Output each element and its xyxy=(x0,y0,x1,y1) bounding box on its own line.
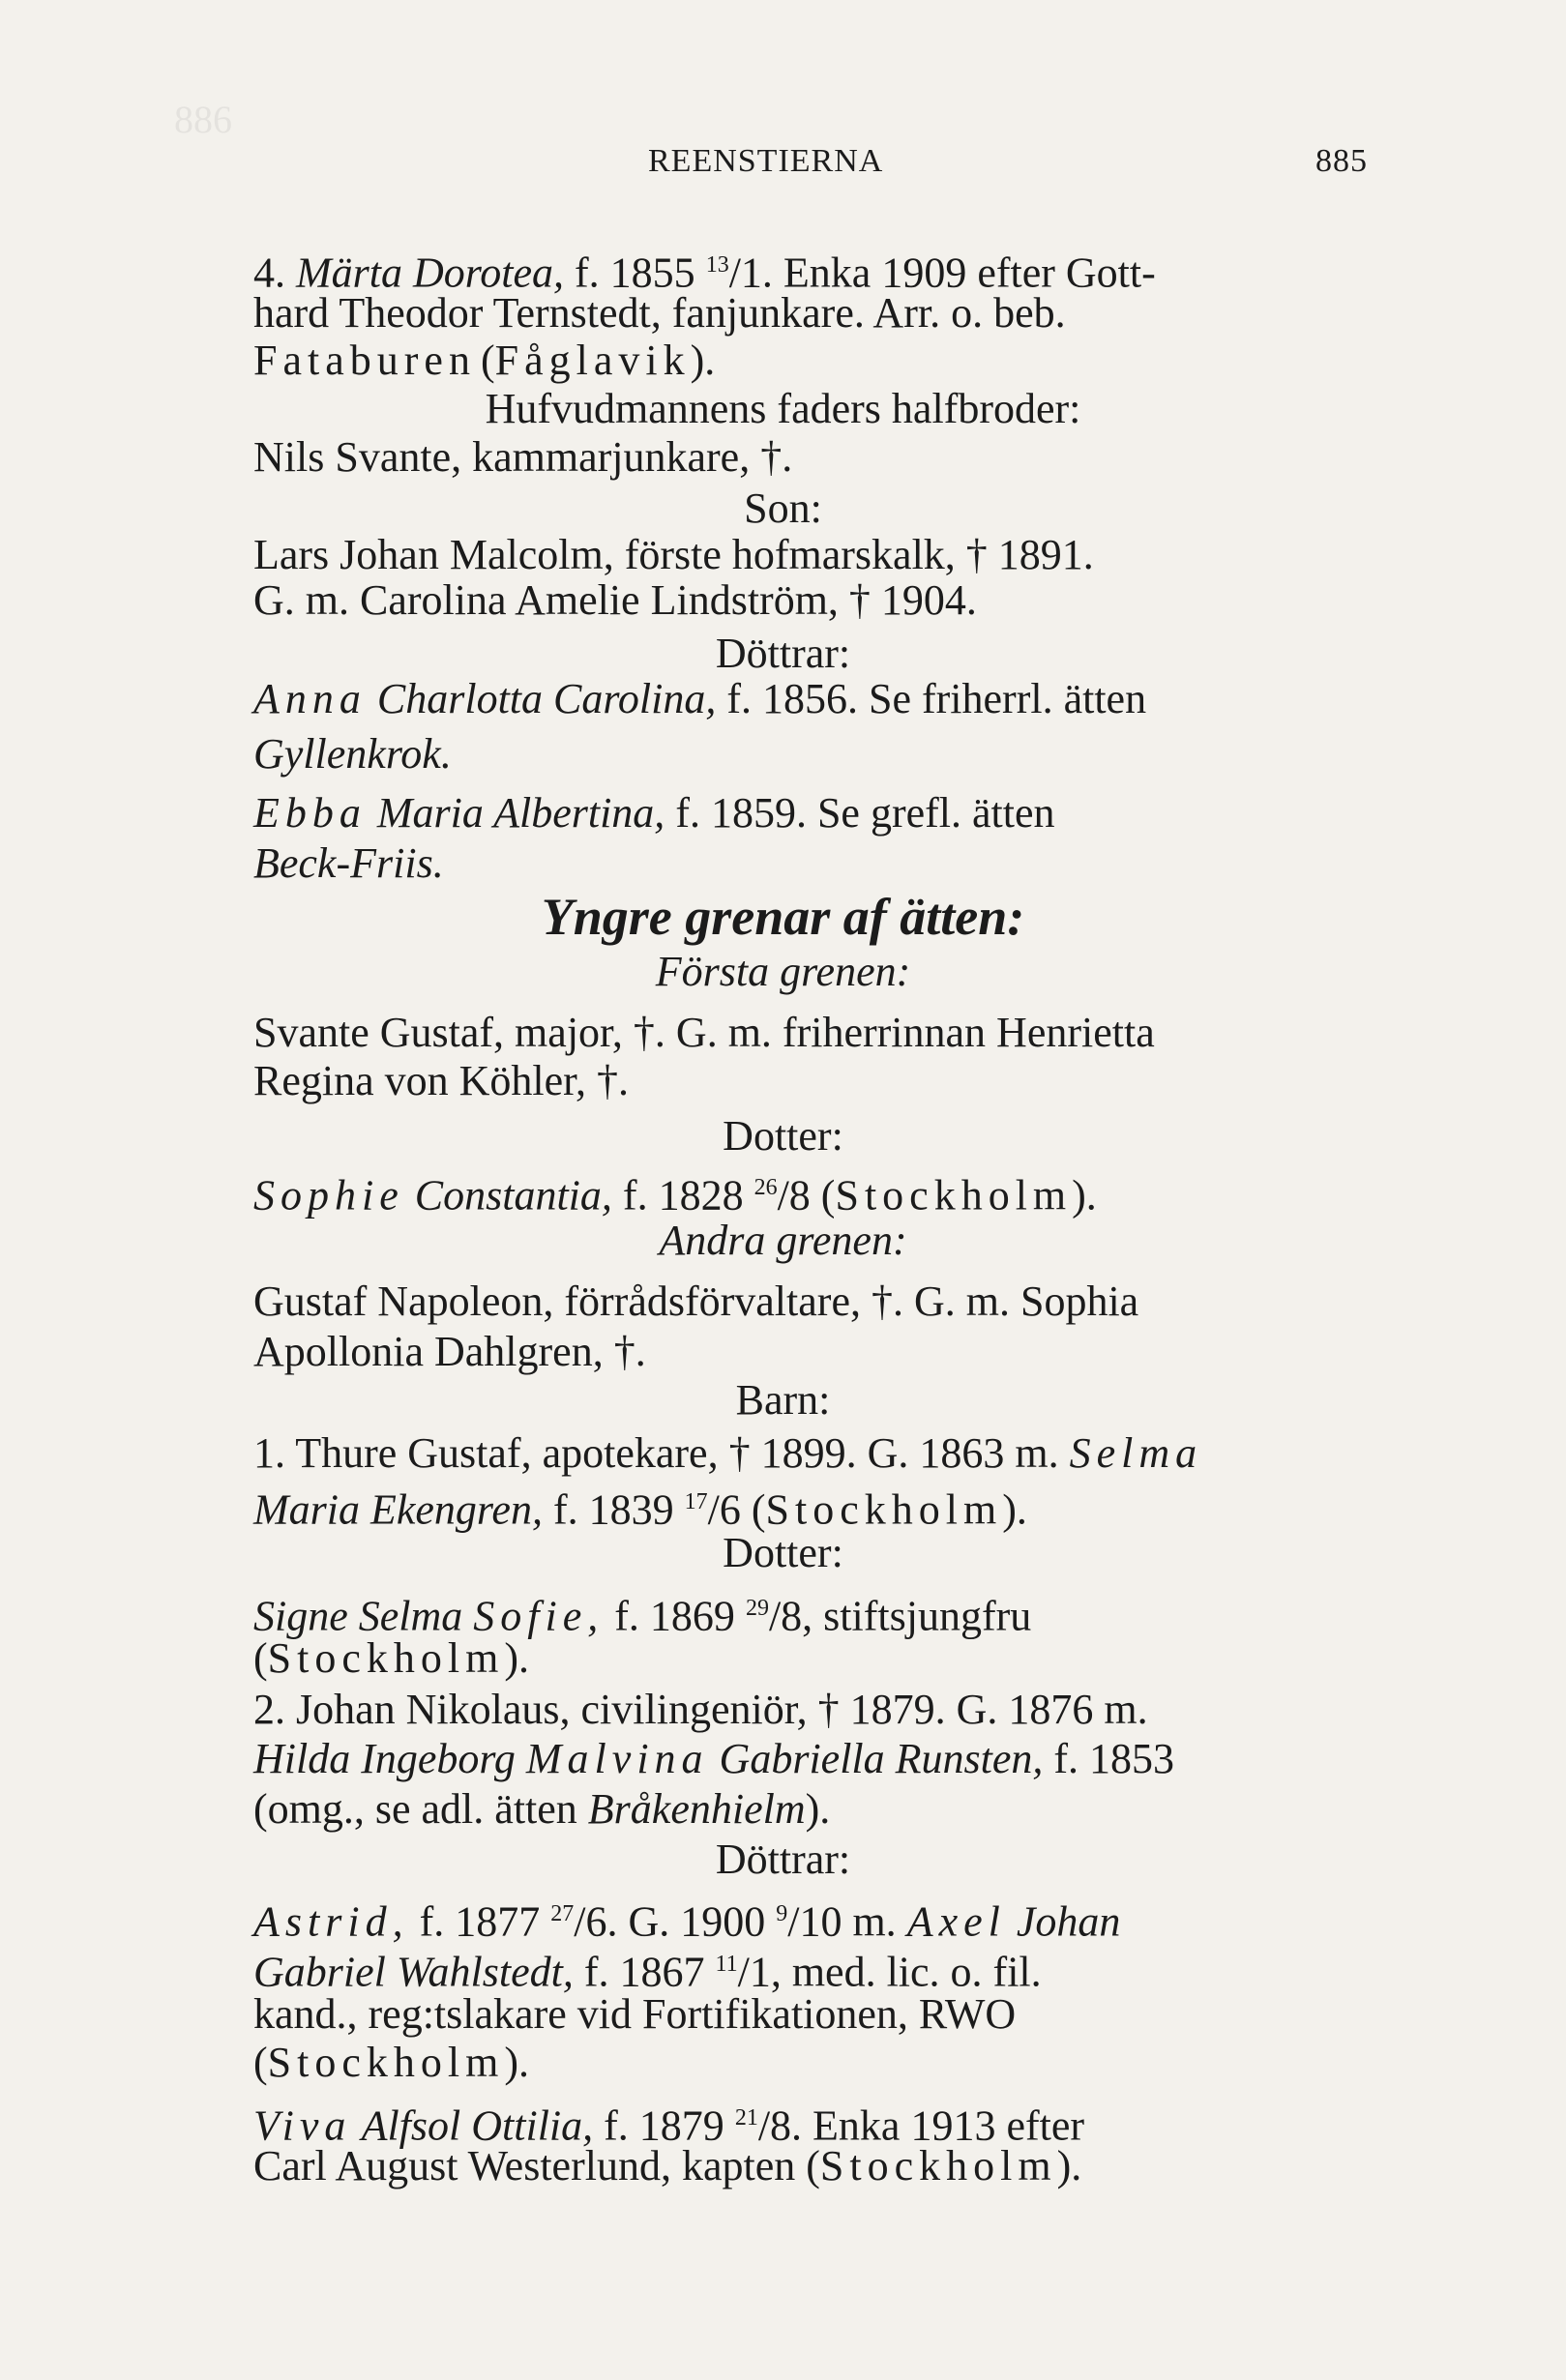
section-heading xyxy=(0,945,1566,999)
text-run: Carl August Westerlund, kapten ( xyxy=(253,2142,820,2189)
text-run: Lars Johan Malcolm, förste hofmarskalk, † 1891. xyxy=(253,531,1094,578)
text-run: Svante Gustaf, major, †. G. m. friherrinnan Henrietta xyxy=(253,1009,1155,1056)
section-heading xyxy=(0,382,1566,436)
text-run: Dotter: xyxy=(723,1112,843,1160)
text-run: /10 m. xyxy=(787,1897,907,1946)
date-superscript: 21 xyxy=(734,2105,758,2130)
text-line xyxy=(253,573,977,628)
text-run: Fatabure xyxy=(253,337,449,384)
text-line xyxy=(253,727,452,781)
text-run: Apollonia Dahlgren, †. xyxy=(253,1328,646,1375)
text-run: Selma xyxy=(1069,1429,1203,1477)
text-run: Hilda Ingeborg xyxy=(253,1735,526,1782)
text-run: n ( xyxy=(448,337,495,384)
text-run: Första grenen: xyxy=(655,948,911,995)
text-run: 4. xyxy=(253,249,296,297)
text-run: ( xyxy=(253,1634,268,1682)
text-run: Gabriel Wahlstedt, xyxy=(253,1948,574,1996)
section-heading xyxy=(0,1526,1566,1580)
date-superscript: 13 xyxy=(705,252,729,278)
text-run: Beck-Friis. xyxy=(253,839,444,887)
text-run: /8. Enka 1913 efter xyxy=(757,2101,1085,2150)
text-run: 2. Johan Nikolaus, civilingeniör, † 1879. G. 1876 m. xyxy=(253,1686,1148,1733)
text-run: Signe Selma xyxy=(253,1592,474,1640)
text-line xyxy=(253,1732,1174,1786)
text-run: Gyllenkrok. xyxy=(253,730,452,778)
text-line xyxy=(253,672,1146,726)
text-run: Sophie xyxy=(253,1171,404,1219)
text-run: f. 1855 xyxy=(564,249,706,297)
text-line xyxy=(253,430,792,485)
section-heading xyxy=(0,1373,1566,1427)
text-run: Märta Dorotea, xyxy=(296,249,565,297)
text-line xyxy=(253,1987,1016,2042)
text-run: Alfsol Ottilia, xyxy=(351,2101,594,2150)
text-line xyxy=(253,2139,1081,2193)
text-run: Gabriella Runsten, xyxy=(708,1735,1044,1782)
text-run: ). xyxy=(690,337,716,384)
text-run: Stockholm xyxy=(819,2142,1057,2189)
text-run: Döttrar: xyxy=(715,630,851,677)
text-run: f. 1828 xyxy=(611,1171,754,1219)
text-line xyxy=(253,786,1055,840)
text-run: Barn: xyxy=(735,1376,831,1424)
text-run: Viva xyxy=(253,2101,352,2150)
text-run: ). xyxy=(1056,2142,1082,2189)
text-run: f. 1853 xyxy=(1043,1735,1175,1782)
date-superscript: 26 xyxy=(753,1175,778,1200)
text-run: Fåglavik xyxy=(494,337,691,384)
text-run: ). xyxy=(805,1785,831,1833)
text-line xyxy=(253,1631,529,1686)
section-heading xyxy=(0,1833,1566,1887)
date-superscript: 9 xyxy=(776,1901,788,1926)
text-run: f. 1867 xyxy=(573,1948,716,1996)
text-run: /1, med. lic. o. fil. xyxy=(737,1948,1042,1996)
text-run: Stockholm xyxy=(267,2039,505,2086)
text-run: Andra grenen: xyxy=(659,1217,907,1264)
text-run: f. 1879 xyxy=(593,2101,735,2150)
running-head: REENSTIERNA xyxy=(648,143,884,179)
text-line xyxy=(253,2036,529,2090)
text-run: Regina von Köhler, †. xyxy=(253,1057,630,1104)
text-line xyxy=(253,334,715,388)
text-line xyxy=(253,1275,1138,1329)
text-run: Charlotta Carolina, xyxy=(366,675,717,722)
date-superscript: 17 xyxy=(684,1489,708,1514)
date-superscript: 11 xyxy=(715,1952,738,1977)
text-run: /8, stiftsjungfru xyxy=(768,1592,1032,1640)
text-run: ( xyxy=(253,2039,268,2086)
text-run: Johan xyxy=(1005,1897,1121,1946)
text-run: Hufvudmannens faders halfbroder: xyxy=(485,385,1081,432)
text-run: Maria Ekengren, xyxy=(253,1485,543,1534)
text-run: hard Theodor Ternstedt, fanjunkare. Arr. o. beb. xyxy=(253,289,1066,337)
section-heading xyxy=(0,1109,1566,1163)
section-heading xyxy=(0,1214,1566,1268)
text-run: Maria Albertina, xyxy=(366,789,665,837)
text-run: Axel xyxy=(906,1897,1006,1946)
text-run: Nils Svante, kammarjunkare, †. xyxy=(253,433,793,481)
text-run: f. 1869 xyxy=(604,1592,746,1640)
text-line xyxy=(253,1782,830,1836)
date-superscript: 29 xyxy=(745,1596,769,1621)
text-line xyxy=(253,1054,629,1108)
text-run: Sofie, xyxy=(473,1592,605,1640)
text-line xyxy=(253,1325,646,1379)
text-run: Dotter: xyxy=(723,1529,843,1576)
text-run: (omg., se adl. ätten xyxy=(253,1785,588,1833)
text-run: f. 1839 xyxy=(542,1485,685,1534)
text-run: kand., reg:tslakare vid Fortifikationen, RWO xyxy=(253,1990,1017,2038)
text-run: /6. G. 1900 xyxy=(574,1897,777,1946)
text-run: ). xyxy=(1002,1485,1027,1534)
text-run: Constantia, xyxy=(403,1171,612,1219)
text-run: ). xyxy=(504,1634,529,1682)
text-run: /1. Enka 1909 efter Gott- xyxy=(728,249,1156,297)
text-run: /8 ( xyxy=(777,1171,836,1219)
text-run: Gustaf Napoleon, förrådsförvaltare, †. G. m. Sophia xyxy=(253,1278,1139,1325)
text-line xyxy=(253,1683,1148,1737)
text-run: ). xyxy=(504,2039,529,2086)
text-run: Son: xyxy=(744,485,822,532)
date-superscript: 27 xyxy=(550,1901,575,1926)
text-run: Anna xyxy=(253,675,367,722)
text-run: Stockholm xyxy=(835,1171,1073,1219)
text-line xyxy=(253,837,444,891)
text-run: Yngre grenar af ätten: xyxy=(541,888,1025,946)
text-run: Stockholm xyxy=(765,1485,1003,1534)
text-run: f. 1877 xyxy=(408,1897,551,1946)
text-run: 1. Thure Gustaf, apotekare, † 1899. G. 1863 m. xyxy=(253,1429,1070,1477)
text-run: Astrid, xyxy=(253,1897,409,1946)
text-run: Ebba xyxy=(253,789,367,837)
text-run: /6 ( xyxy=(707,1485,766,1534)
text-run: ). xyxy=(1072,1171,1097,1219)
text-run: Bråkenhielm xyxy=(587,1785,806,1833)
bleed-through-text: 886 xyxy=(174,98,232,141)
text-line xyxy=(253,286,1066,340)
text-run: Döttrar: xyxy=(715,1836,851,1883)
text-run: Stockholm xyxy=(267,1634,505,1682)
text-line xyxy=(253,1426,1202,1481)
text-line xyxy=(253,1006,1155,1060)
text-run: Malvina xyxy=(525,1735,709,1782)
text-run: G. m. Carolina Amelie Lindström, † 1904. xyxy=(253,576,977,624)
text-run: f. 1859. Se grefl. ätten xyxy=(665,789,1055,837)
page-number: 885 xyxy=(1315,143,1368,179)
text-run: f. 1856. Se friherrl. ätten xyxy=(716,675,1147,722)
section-heading xyxy=(0,890,1566,948)
